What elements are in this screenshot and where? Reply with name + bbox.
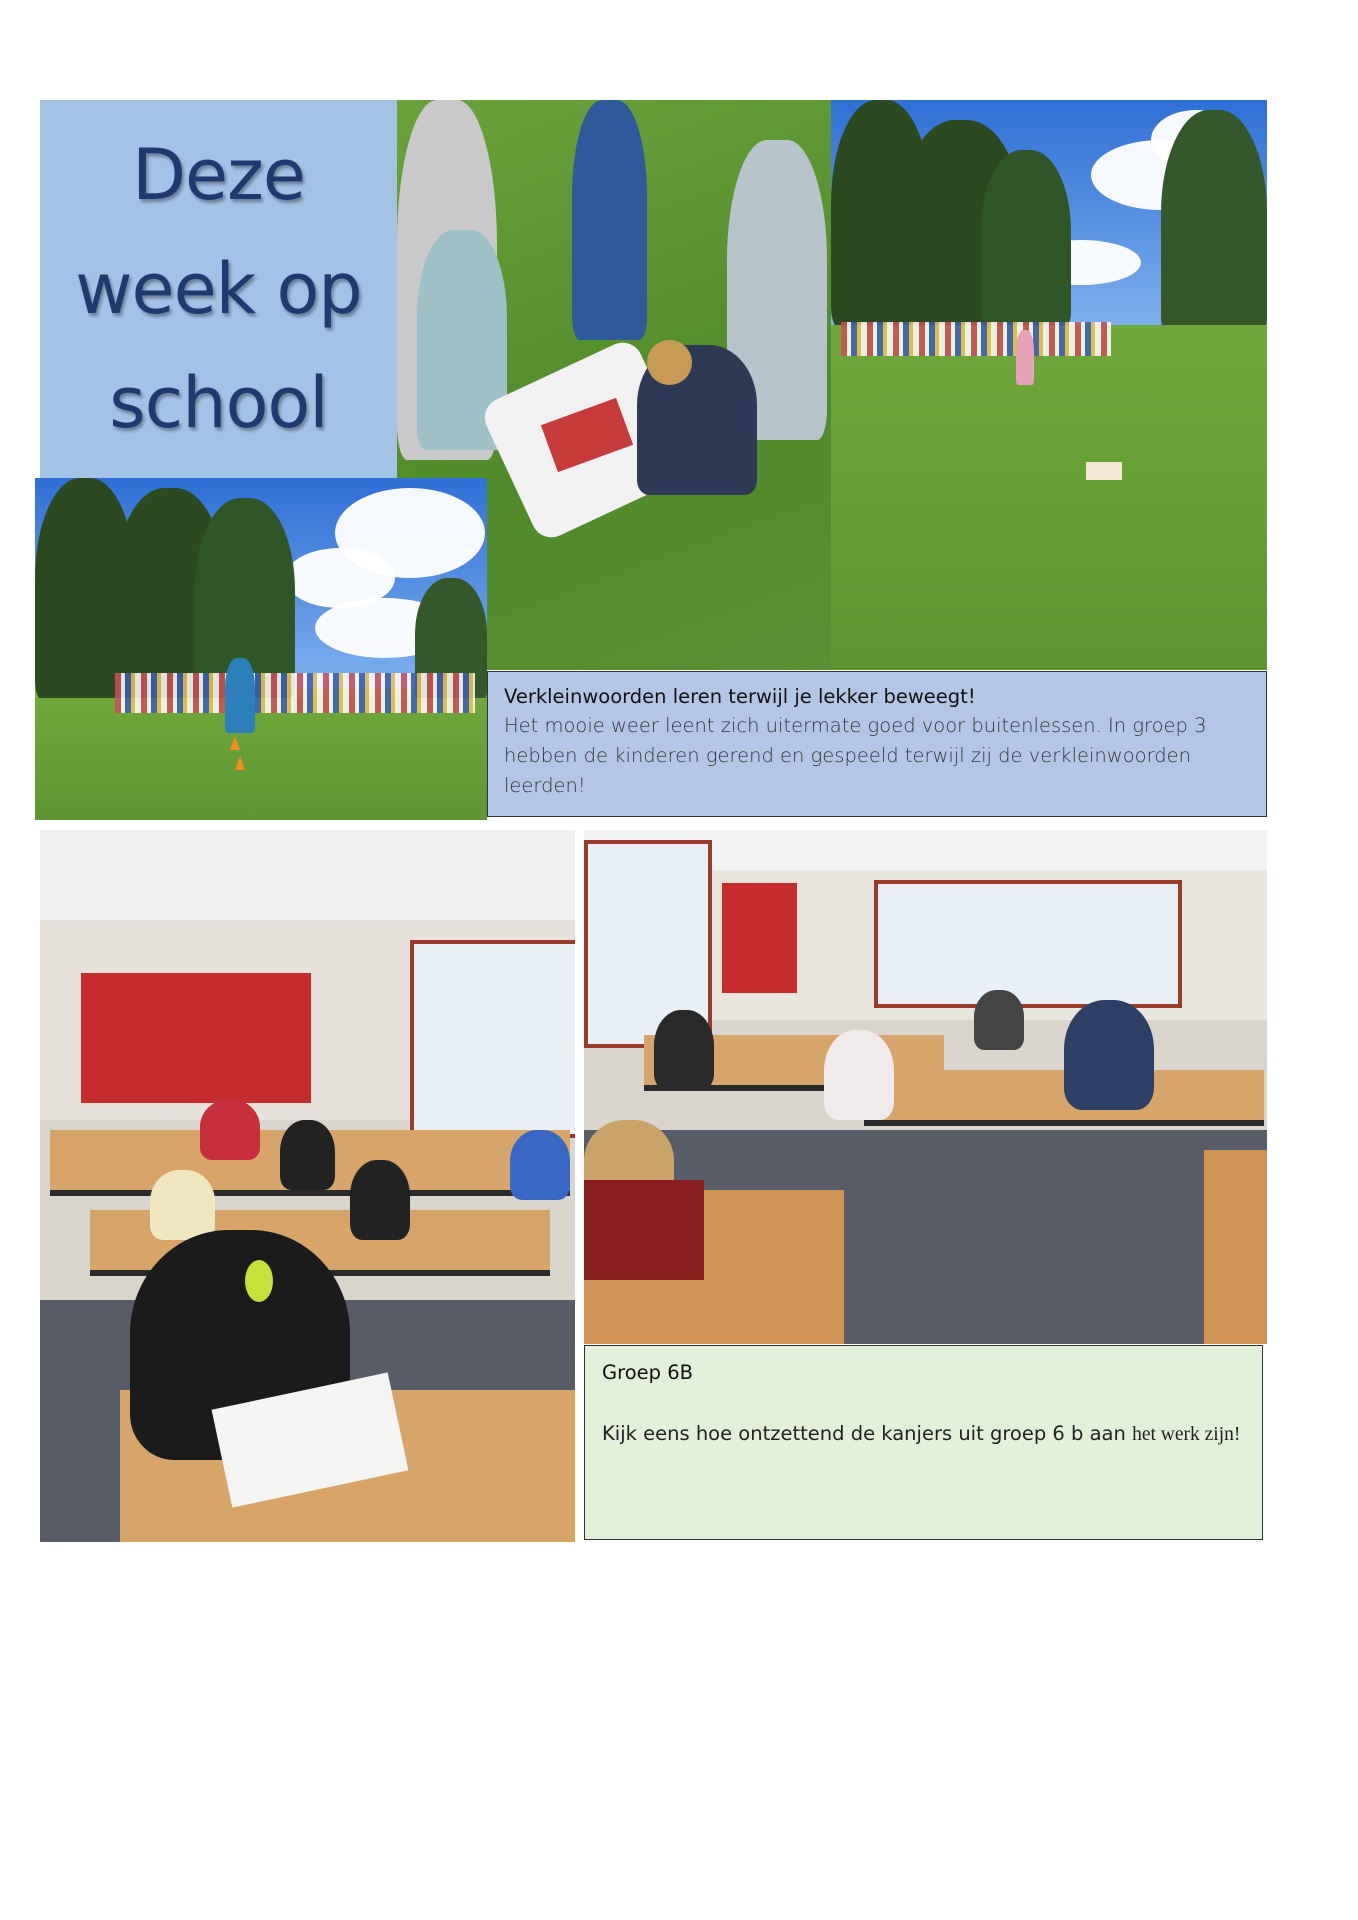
photo-field-trees: [831, 100, 1267, 670]
page-title: Deze week op school: [75, 134, 362, 444]
caption-heading: Groep 6B: [602, 1361, 693, 1384]
caption-heading: Verkleinwoorden leren terwijl je lekker beweegt!: [504, 685, 976, 708]
title-block: [40, 100, 397, 478]
caption-body: Kijk eens hoe ontzettend de kanjers uit groep 6 b aan het werk zijn!: [602, 1422, 1241, 1445]
photo-classroom-left: [40, 830, 575, 1542]
caption-body: Het mooie weer leent zich uitermate goed voor buitenlessen. In groep 3 hebben de kinderen gerend en gespeeld terwijl zij de verkleinwoorden leerden!: [504, 714, 1207, 797]
photo-classroom-right: [584, 830, 1267, 1344]
photo-field-running: [35, 478, 487, 820]
caption-verkleinwoorden: [487, 671, 1267, 817]
caption-groep-6b: [584, 1345, 1263, 1540]
